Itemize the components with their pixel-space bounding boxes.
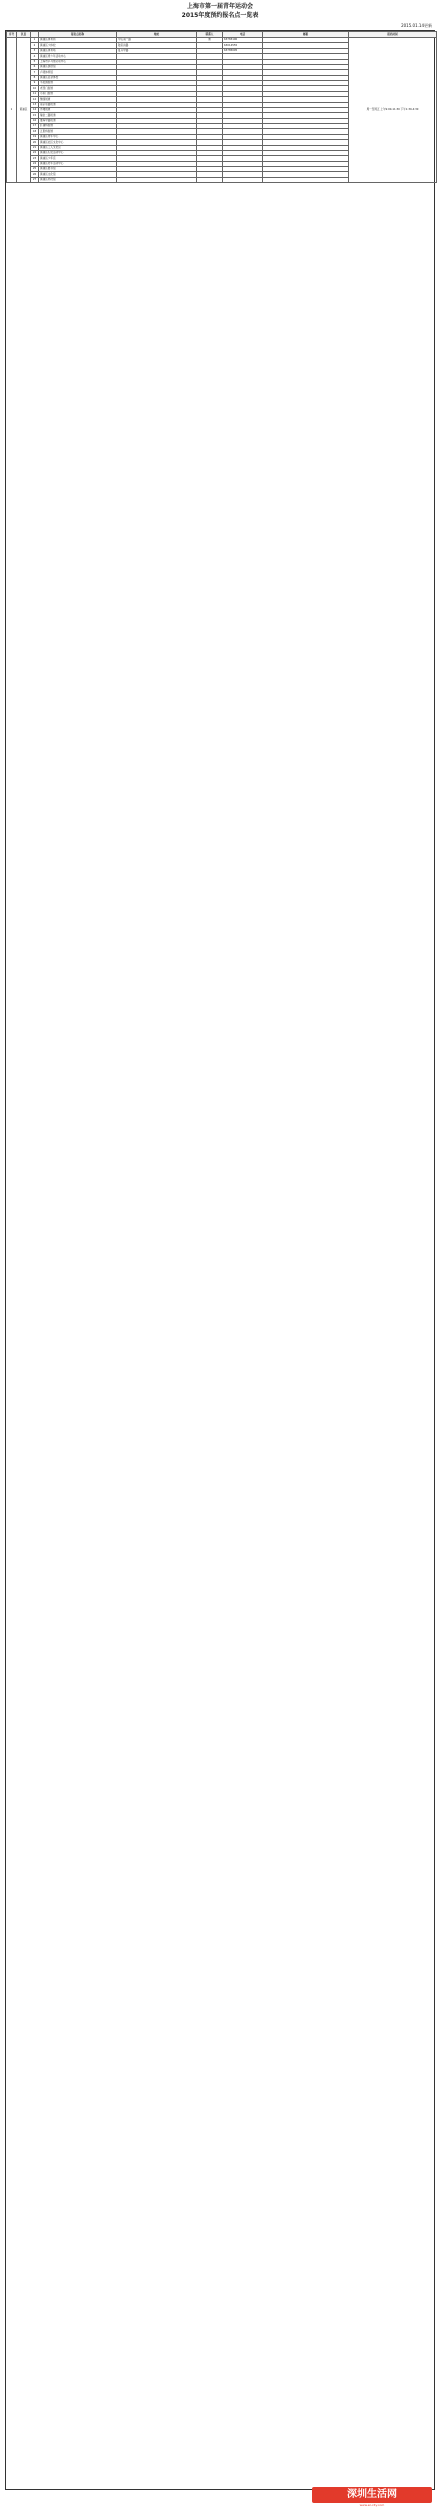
site-name: 黄浦区业余体校 — [39, 75, 117, 80]
col-header: 地址 — [117, 32, 197, 38]
site-name: 打浦桥街道 — [39, 124, 117, 129]
row-index: 9 — [31, 81, 39, 86]
row-index: 3 — [31, 48, 39, 53]
site-name: 黄浦区青年中心 — [39, 134, 117, 139]
phone-number: 63785005 — [223, 48, 263, 53]
site-name: 外滩街道 — [39, 107, 117, 112]
row-index: 20 — [31, 140, 39, 145]
site-name: 黄浦区少年宫 — [39, 156, 117, 161]
email-address — [263, 177, 349, 182]
contact-person: 曹 — [197, 38, 223, 43]
row-index: 17 — [31, 124, 39, 129]
col-header: 序号 — [7, 32, 17, 38]
site-name: 黄浦区妇女活动中心 — [39, 150, 117, 155]
site-name: 黄浦区工人文化宫 — [39, 145, 117, 150]
site-name: 半淞园街道 — [39, 81, 117, 86]
row-index: 10 — [31, 86, 39, 91]
site-name: 老西门街道 — [39, 86, 117, 91]
row-index: 22 — [31, 150, 39, 155]
site-name: 小东门街道 — [39, 91, 117, 96]
col-header: 电话 — [223, 32, 263, 38]
site-address — [117, 177, 197, 182]
phone-number: 63014555 — [223, 43, 263, 48]
site-name: 黄浦区文化馆 — [39, 172, 117, 177]
row-index: 23 — [31, 156, 39, 161]
row-index: 12 — [31, 97, 39, 102]
registration-time: 周一至周五 上午9:00-11:30 下午1:30-4:30 — [349, 38, 437, 183]
row-index: 6 — [31, 64, 39, 69]
row-index: 19 — [31, 134, 39, 139]
site-address: 复兴中路 — [117, 48, 197, 53]
site-name: 黄浦区游泳馆 — [39, 64, 117, 69]
group-number: 1 — [7, 38, 17, 183]
col-header: 区县 — [17, 32, 31, 38]
row-index: 4 — [31, 54, 39, 59]
row-index: 18 — [31, 129, 39, 134]
row-index: 1 — [31, 38, 39, 43]
row-index: 21 — [31, 145, 39, 150]
site-name: 黄浦区体育场 — [39, 48, 117, 53]
registration-table — [5, 30, 435, 2490]
site-url: www.sz-city.com — [359, 2503, 385, 2507]
row-index: 11 — [31, 91, 39, 96]
document-title: 上海市第一届青年运动会 — [186, 3, 253, 10]
site-name: 黄浦区老年活动中心 — [39, 161, 117, 166]
site-address: 陆家浜路 — [117, 43, 197, 48]
row-index: 14 — [31, 107, 39, 112]
site-name: 黄浦区科技馆 — [39, 177, 117, 182]
site-name: 上海市乒乓球运动中心 — [39, 59, 117, 64]
row-index: 8 — [31, 75, 39, 80]
site-name: 瑞金二路街道 — [39, 113, 117, 118]
update-date: 2015.01.14更新 — [401, 23, 432, 28]
contact-person — [197, 177, 223, 182]
site-name: 卢湾体育馆 — [39, 70, 117, 75]
site-name: 南京东路街道 — [39, 102, 117, 107]
col-header: 邮箱 — [263, 32, 349, 38]
row-index: 2 — [31, 43, 39, 48]
row-index: 24 — [31, 161, 39, 166]
site-name: 豫园街道 — [39, 97, 117, 102]
row-index: 15 — [31, 113, 39, 118]
row-index: 13 — [31, 102, 39, 107]
document-subtitle: 2015年度预约报名点一览表 — [181, 12, 259, 19]
site-logo: 深圳生活网 — [312, 2487, 432, 2503]
site-name: 黄浦区图书馆 — [39, 167, 117, 172]
col-header: 报名点名称 — [39, 32, 117, 38]
row-index: 5 — [31, 59, 39, 64]
phone-number: 63783100 — [223, 38, 263, 43]
phone-number — [223, 177, 263, 182]
district-name: 黄浦区 — [17, 38, 31, 183]
table-body — [7, 38, 437, 183]
site-name: 五里桥街道 — [39, 129, 117, 134]
row-index: 16 — [31, 118, 39, 123]
site-name: 淮海中路街道 — [39, 118, 117, 123]
row-index: 26 — [31, 172, 39, 177]
site-name: 黄浦区体育局 — [39, 38, 117, 43]
row-index: 7 — [31, 70, 39, 75]
row-index: 25 — [31, 167, 39, 172]
site-address: 中山南一路 — [117, 38, 197, 43]
site-name: 黄浦区社区文化中心 — [39, 140, 117, 145]
site-name: 黄浦区少体校 — [39, 43, 117, 48]
registration-table-grid — [6, 31, 437, 183]
col-header: 联系人 — [197, 32, 223, 38]
col-header: 报名时间 — [349, 32, 437, 38]
document-header — [0, 0, 440, 34]
site-name: 黄浦区青少年活动中心 — [39, 54, 117, 59]
row-index: 27 — [31, 177, 39, 182]
